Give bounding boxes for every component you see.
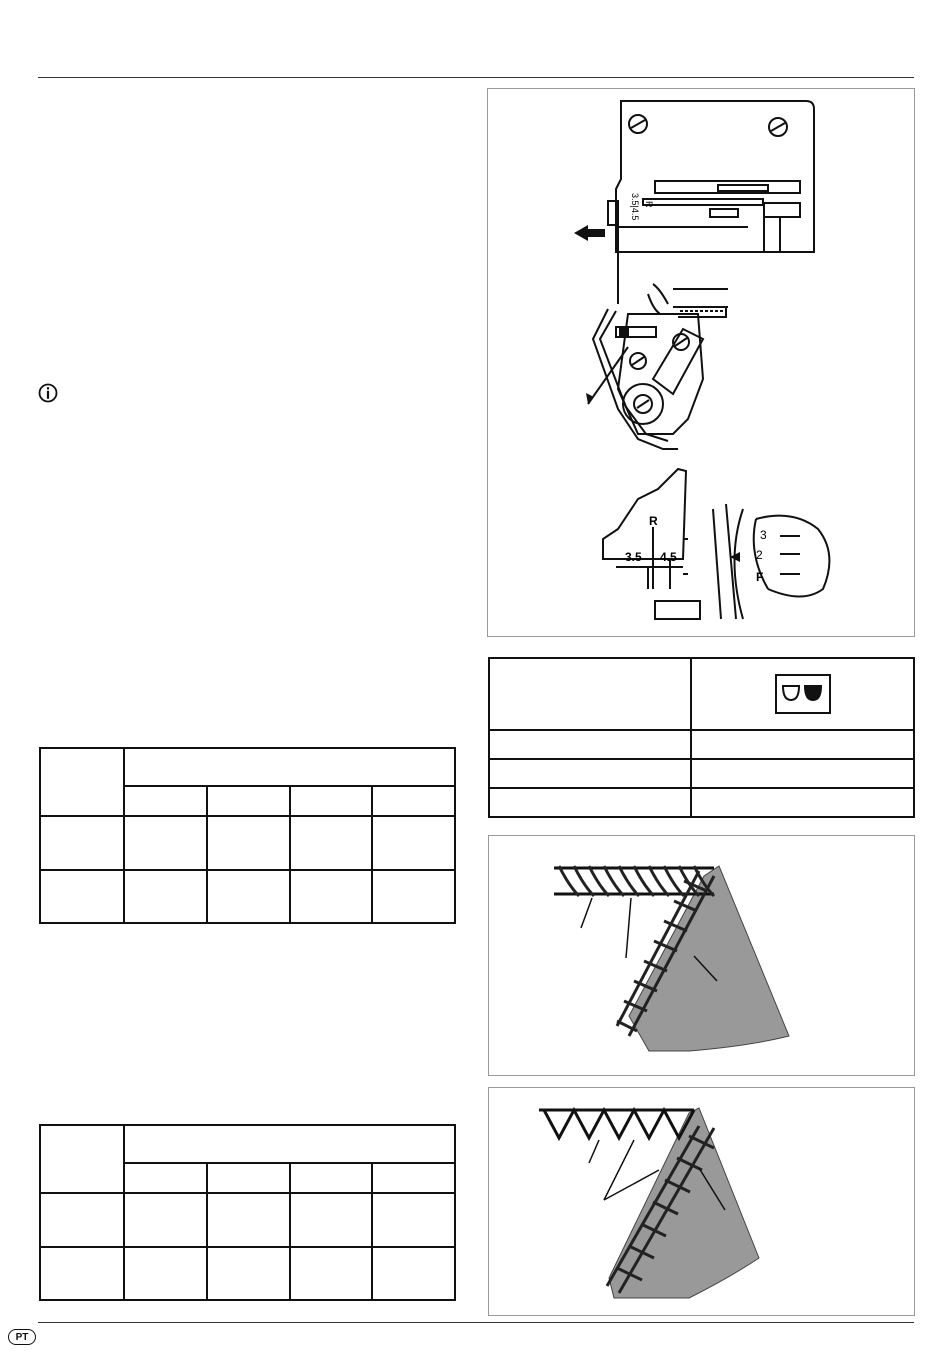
settings-table-1 xyxy=(39,747,456,924)
presser-foot-symbol-icon xyxy=(775,674,831,714)
dial-label-2: 2 xyxy=(756,548,763,562)
upper-knife-illustration xyxy=(588,284,728,449)
flatlock-chain-horizontal xyxy=(539,1110,694,1138)
header-rule xyxy=(38,77,914,78)
two-thread-stitch-figure xyxy=(488,1087,915,1316)
plate-label-r: R xyxy=(644,201,654,208)
footer-rule xyxy=(38,1322,914,1323)
differential-dial-illustration xyxy=(713,504,829,619)
pointer-line-1 xyxy=(581,898,592,928)
scale-label-r: R xyxy=(649,514,658,528)
stitch-width-adjustment-figure xyxy=(487,88,915,637)
language-badge: PT xyxy=(8,1329,36,1345)
pointer-line-2 xyxy=(626,898,631,958)
direction-arrow-icon xyxy=(574,225,605,241)
settings-table-2 xyxy=(39,1124,456,1301)
pointer-line-4 xyxy=(589,1140,599,1163)
three-thread-stitch-figure xyxy=(488,835,915,1076)
plate-label-35: 3.5|4.5 xyxy=(630,193,640,221)
scale-label-35: 3.5 xyxy=(625,550,642,564)
stitch-width-scale-illustration xyxy=(603,469,700,619)
dial-label-f: F xyxy=(756,570,764,584)
dial-label-3: 3 xyxy=(760,528,767,542)
stitch-settings-table xyxy=(488,657,915,818)
info-icon xyxy=(38,383,58,403)
scale-label-45: 4.5 xyxy=(660,550,677,564)
